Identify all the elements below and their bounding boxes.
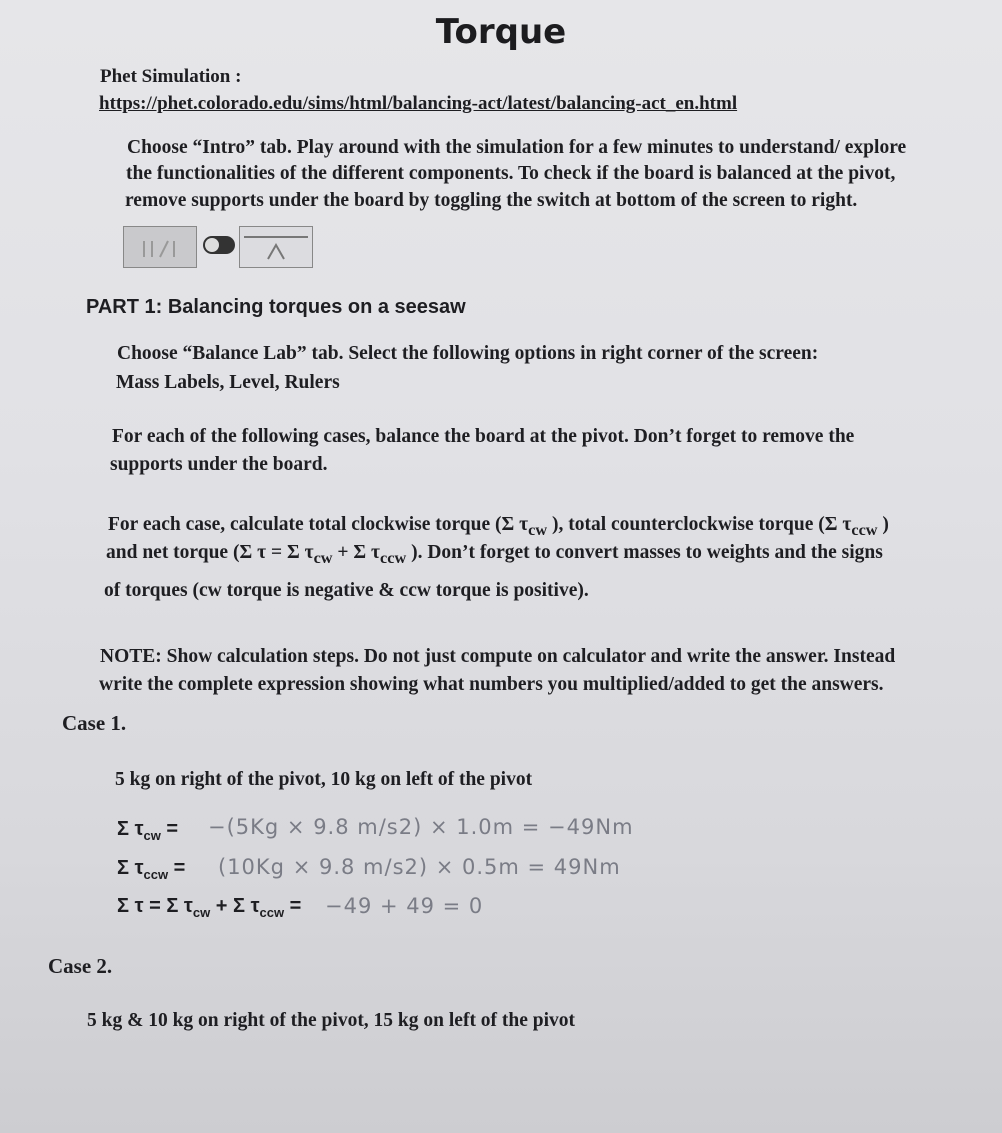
part1-p2-line-1: For each of the following cases, balance the board at the pivot. Don’t forget to remove the bbox=[112, 426, 855, 447]
intro-line-3: remove supports under the board by toggling the switch at bottom of the screen to right. bbox=[125, 190, 858, 211]
supports-off-icon bbox=[239, 226, 313, 268]
case1-net-answer: −49 + 49 = 0 bbox=[325, 894, 484, 918]
case1-ccw-answer: (10Kg × 9.8 m/s2) × 0.5m = 49Nm bbox=[218, 855, 621, 879]
case1-cw-label: Σ $\tau_{cw}$ = bbox=[117, 818, 179, 843]
case2-heading: Case 2. bbox=[48, 954, 113, 978]
phet-label: Phet Simulation : bbox=[100, 66, 242, 87]
part1-p3-line-1: For each case, calculate total clockwise torque (Σ $\tau_{cw}$ ), total counterclockwise torque (Σ $\tau_{ccw}$ ) bbox=[108, 514, 889, 539]
case1-cw-answer: −(5Kg × 9.8 m/s2) × 1.0m = −49Nm bbox=[208, 815, 634, 839]
case1-description: 5 kg on right of the pivot, 10 kg on left of the pivot bbox=[115, 769, 533, 790]
case1-heading: Case 1. bbox=[62, 711, 127, 735]
part1-p3-line-3: of torques (cw torque is negative & ccw torque is positive). bbox=[104, 580, 589, 601]
intro-line-1: Choose “Intro” tab. Play around with the simulation for a few minutes to understand/ explore bbox=[127, 137, 907, 158]
part1-p3-line-2: and net torque (Σ τ = Σ $\tau_{cw} + \Sigma$ $\tau_{ccw}$ ). Don’t forget to convert masses to weights and the signs bbox=[106, 542, 883, 567]
part1-p1-line-2: Mass Labels, Level, Rulers bbox=[116, 372, 340, 393]
case1-net-label: Σ τ = Σ $\tau_{cw} + \Sigma$ $\tau_{ccw}$ = bbox=[117, 895, 302, 920]
support-toggle-image bbox=[123, 226, 313, 268]
part1-heading: PART 1: Balancing torques on a seesaw bbox=[86, 296, 466, 318]
supports-on-icon bbox=[123, 226, 197, 268]
case2-description: 5 kg & 10 kg on right of the pivot, 15 kg on left of the pivot bbox=[87, 1010, 576, 1031]
toggle-switch bbox=[203, 236, 235, 254]
note-line-2: write the complete expression showing what numbers you multiplied/added to get the answers. bbox=[99, 674, 884, 695]
page-title: Torque bbox=[435, 12, 567, 52]
note-line-1: NOTE: Show calculation steps. Do not just compute on calculator and write the answer. Instead bbox=[100, 646, 896, 667]
part1-p2-line-2: supports under the board. bbox=[110, 454, 328, 475]
intro-line-2: the functionalities of the different components. To check if the board is balanced at the pivot, bbox=[126, 163, 896, 184]
case1-ccw-label: Σ $\tau_{ccw}$ = bbox=[117, 857, 186, 882]
simulation-link[interactable]: https://phet.colorado.edu/sims/html/balancing-act/latest/balancing-act_en.html bbox=[99, 93, 738, 114]
part1-p1-line-1: Choose “Balance Lab” tab. Select the following options in right corner of the screen: bbox=[117, 343, 819, 364]
